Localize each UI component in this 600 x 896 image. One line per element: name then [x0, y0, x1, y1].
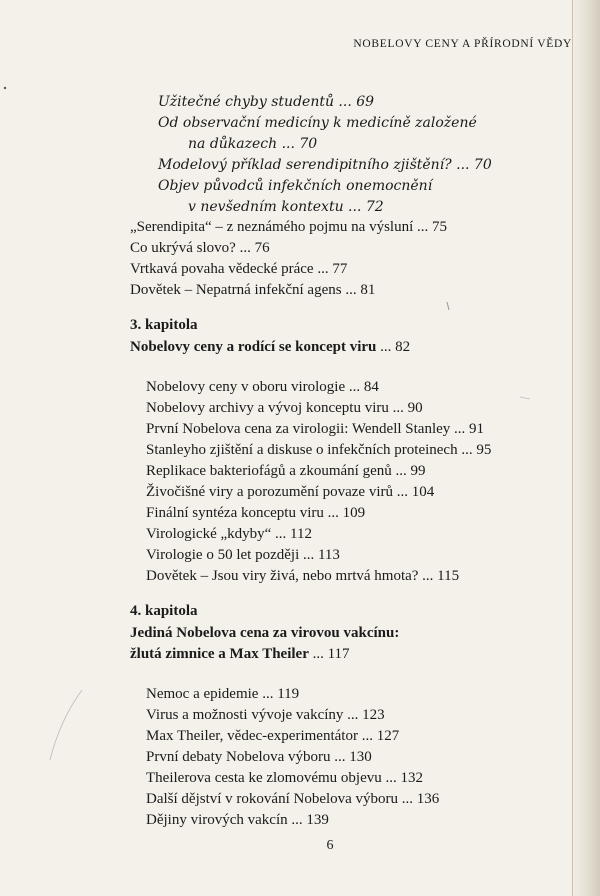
toc-entry: Další dějství v rokování Nobelova výboru ... 136	[146, 791, 440, 807]
toc-subentry: Modelový příklad serendipitního zjištění? ... 70	[158, 157, 492, 173]
toc-subentry: Objev původců infekčních onemocnění	[158, 178, 433, 194]
toc-entry: Nemoc a epidemie ... 119	[146, 686, 300, 702]
chapter-title-page: ... 117	[308, 646, 350, 662]
toc-entry: Stanleyho zjištění a diskuse o infekčních proteinech ... 95	[146, 442, 492, 458]
toc-subentry: Od observační medicíny k medicíně založené	[158, 115, 477, 131]
toc-entry: Dovětek – Nepatrná infekční agens ... 81	[130, 282, 376, 298]
toc-entry: Virologické „kdyby“ ... 112	[146, 526, 313, 542]
toc-entry: Nobelovy archivy a vývoj konceptu viru ... 90	[146, 400, 423, 416]
toc-entry: Dovětek – Jsou viry živá, nebo mrtvá hmota? ... 115	[146, 568, 460, 584]
toc-entry: První debaty Nobelova výboru ... 130	[146, 749, 372, 765]
chapter-title: Jediná Nobelova cena za virovou vakcínu:	[130, 625, 400, 641]
toc-entry: Co ukrývá slovo? ... 76	[130, 240, 270, 256]
chapter-label: 4. kapitola	[130, 603, 198, 619]
toc-entry: Vrtkavá povaha vědecké práce ... 77	[130, 261, 348, 277]
toc-entry: Nobelovy ceny v oboru virologie ... 84	[146, 379, 379, 395]
pencil-stroke	[50, 690, 82, 760]
toc-entry: Finální syntéza konceptu viru ... 109	[146, 505, 366, 521]
toc-subentry-continued: na důkazech ... 70	[188, 136, 318, 152]
toc-entry: Replikace bakteriofágů a zkoumání genů ... 99	[146, 463, 426, 479]
chapter-title-page: ... 82	[376, 339, 411, 355]
toc-entry: Theilerova cesta ke zlomovému objevu ... 132	[146, 770, 423, 786]
chapter-title-text: žlutá zimnice a Max Theiler	[130, 646, 309, 662]
page-number: 6	[326, 838, 334, 853]
toc-entry: „Serendipita“ – z neznámého pojmu na výsluní ... 75	[130, 219, 447, 235]
toc-entry: Dějiny virových vakcín ... 139	[146, 812, 329, 828]
chapter-label: 3. kapitola	[130, 317, 198, 333]
toc-entry: První Nobelova cena za virologii: Wendell Stanley ... 91	[146, 421, 485, 437]
running-header: NOBELOVY CENY A PŘÍRODNÍ VĚDY	[353, 38, 572, 50]
dust-speck	[447, 302, 449, 310]
pencil-stroke	[520, 397, 530, 399]
toc-entry: Max Theiler, vědec-experimentátor ... 127	[146, 728, 400, 744]
toc-entry: Virus a možnosti vývoje vakcíny ... 123	[146, 707, 385, 723]
toc-entry: Živočišné viry a porozumění povaze virů ... 104	[146, 484, 435, 500]
chapter-title-text: Nobelovy ceny a rodící se koncept viru	[130, 339, 377, 355]
toc-subentry-continued: v nevšedním kontextu ... 72	[188, 199, 384, 215]
dust-speck	[4, 87, 6, 89]
toc-entry: Virologie o 50 let později ... 113	[146, 547, 340, 563]
toc-subentry: Užitečné chyby studentů ... 69	[158, 94, 375, 110]
